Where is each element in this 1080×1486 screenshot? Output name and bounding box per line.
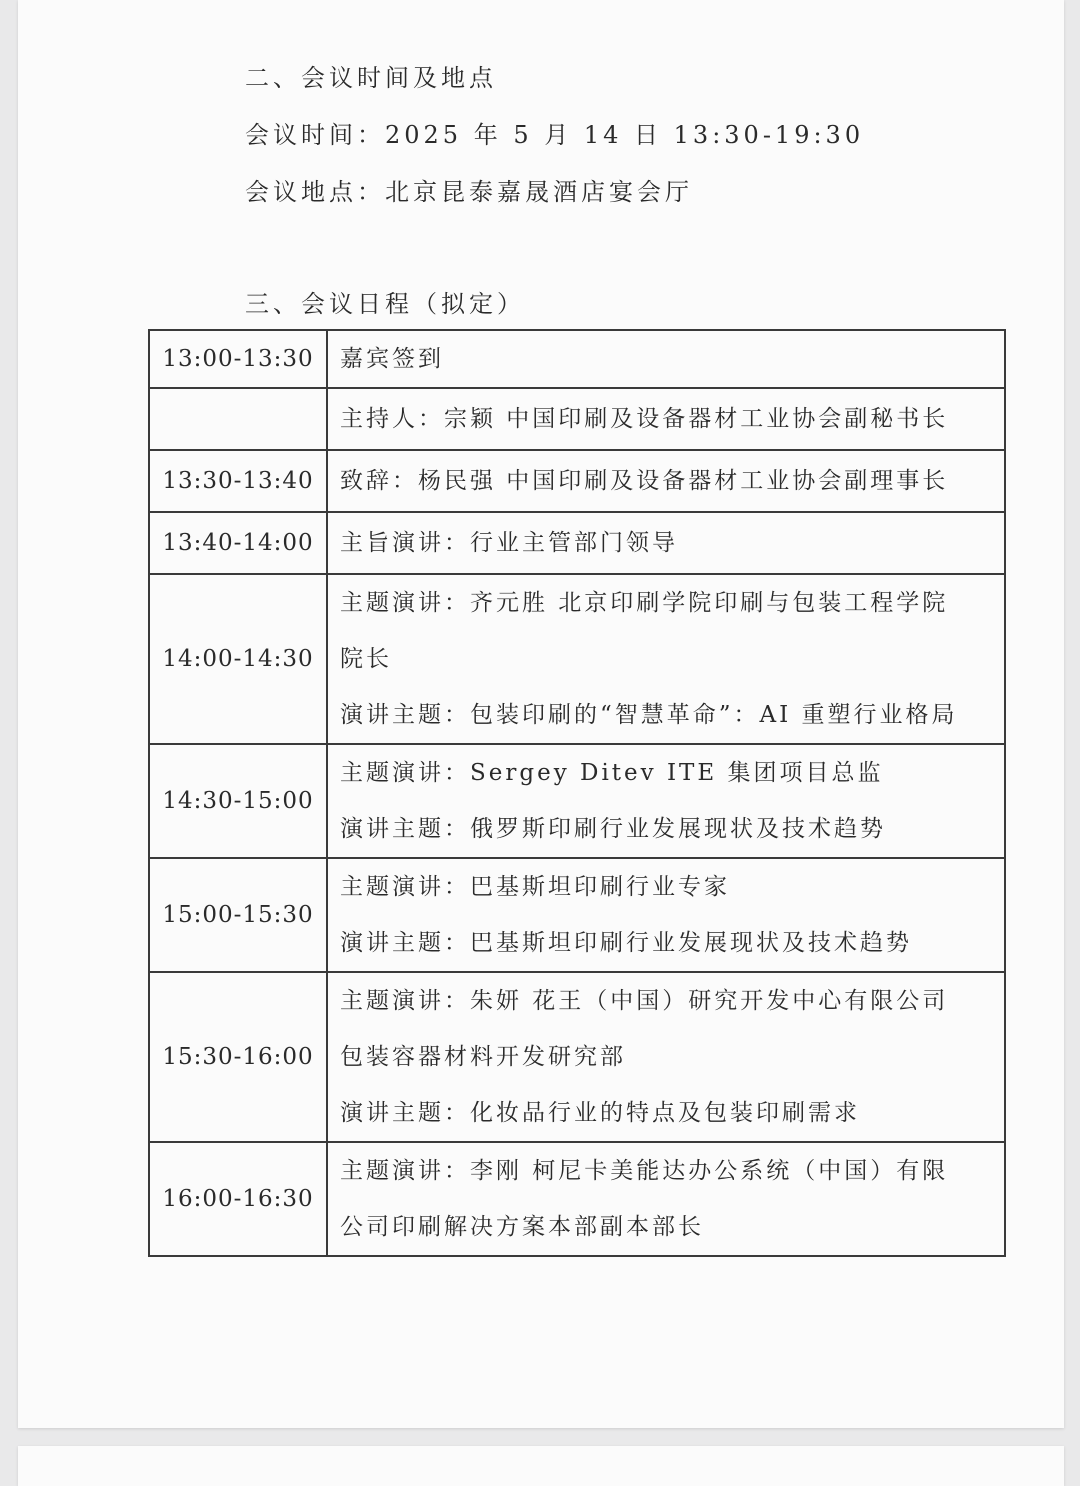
agenda-time: 15:00-15:30 <box>149 858 327 972</box>
agenda-row <box>149 330 1005 388</box>
agenda-line: 演讲主题：巴基斯坦印刷行业发展现状及技术趋势 <box>340 930 912 956</box>
agenda-line: 演讲主题：化妆品行业的特点及包装印刷需求 <box>340 1100 860 1126</box>
agenda-time: 14:30-15:00 <box>149 744 327 858</box>
agenda-line: 嘉宾签到 <box>340 346 444 372</box>
agenda-content <box>327 744 1005 858</box>
agenda-row <box>149 972 1005 1142</box>
agenda-content <box>327 512 1005 574</box>
agenda-content <box>327 450 1005 512</box>
agenda-content <box>327 574 1005 744</box>
agenda-line: 主题演讲：齐元胜 北京印刷学院印刷与包装工程学院 <box>340 590 949 616</box>
next-page-edge <box>18 1446 1064 1486</box>
agenda-content <box>327 388 1005 450</box>
agenda-line: 主持人：宗颖 中国印刷及设备器材工业协会副秘书长 <box>340 406 949 432</box>
agenda-line: 包装容器材料开发研究部 <box>340 1044 626 1070</box>
agenda-time <box>149 388 327 450</box>
agenda-time: 16:00-16:30 <box>149 1142 327 1256</box>
agenda-line: 演讲主题：包装印刷的“智慧革命”：AI 重塑行业格局 <box>340 702 958 728</box>
agenda-row <box>149 744 1005 858</box>
agenda-row <box>149 1142 1005 1256</box>
section-3-heading: 三、会议日程（拟定） <box>245 290 525 318</box>
agenda-time: 15:30-16:00 <box>149 972 327 1142</box>
agenda-line: 主旨演讲：行业主管部门领导 <box>340 530 678 556</box>
agenda-line: 演讲主题：俄罗斯印刷行业发展现状及技术趋势 <box>340 816 886 842</box>
agenda-line: 主题演讲：朱妍 花王（中国）研究开发中心有限公司 <box>340 988 949 1014</box>
agenda-row <box>149 574 1005 744</box>
meeting-time: 会议时间：2025 年 5 月 14 日 13:30-19:30 <box>245 121 865 149</box>
document-page <box>18 0 1064 1428</box>
meeting-place: 会议地点：北京昆泰嘉晟酒店宴会厅 <box>245 178 693 206</box>
agenda-line: 院长 <box>340 646 392 672</box>
agenda-row <box>149 858 1005 972</box>
agenda-content <box>327 858 1005 972</box>
agenda-content <box>327 330 1005 388</box>
agenda-line: 主题演讲：巴基斯坦印刷行业专家 <box>340 874 730 900</box>
agenda-time: 13:30-13:40 <box>149 450 327 512</box>
agenda-time: 14:00-14:30 <box>149 574 327 744</box>
agenda-line: 致辞：杨民强 中国印刷及设备器材工业协会副理事长 <box>340 468 949 494</box>
agenda-time: 13:00-13:30 <box>149 330 327 388</box>
agenda-line: 主题演讲：Sergey Ditev ITE 集团项目总监 <box>340 760 884 786</box>
section-2-heading: 二、会议时间及地点 <box>245 64 497 92</box>
agenda-table <box>148 329 1006 1257</box>
agenda-line: 公司印刷解决方案本部副本部长 <box>340 1214 704 1240</box>
agenda-content <box>327 972 1005 1142</box>
agenda-line: 主题演讲：李刚 柯尼卡美能达办公系统（中国）有限 <box>340 1158 949 1184</box>
agenda-time: 13:40-14:00 <box>149 512 327 574</box>
agenda-row <box>149 450 1005 512</box>
agenda-row <box>149 388 1005 450</box>
agenda-content <box>327 1142 1005 1256</box>
agenda-row <box>149 512 1005 574</box>
